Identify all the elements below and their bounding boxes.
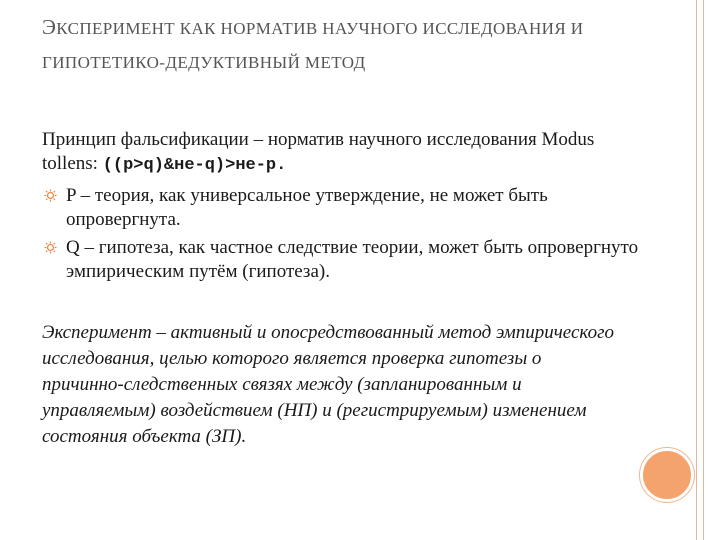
intro-paragraph [42,128,642,178]
slide-frame-line [696,0,704,540]
title-rest: КСПЕРИМЕНТ КАК НОРМАТИВ НАУЧНОГО ИССЛЕДОВАНИЯ И ГИПОТЕТИКО-ДЕДУКТИВНЫЙ МЕТОД [42,19,584,72]
bullet-item-hypothesis [42,236,642,284]
title-first-letter: Э [42,15,57,39]
sun-bullet-icon [44,241,57,254]
sun-bullet-icon [44,189,57,202]
bullet-item-theory [42,184,642,232]
bullet-text: Q – гипотеза, как частное следствие теории, может быть опровергнуто эмпирическим путём (гипотеза). [66,237,639,282]
bullet-list [42,184,642,288]
intro-text: Принцип фальсификации – норматив научного исследования Modus tollens: [42,129,595,174]
slide-title [42,10,672,80]
experiment-definition: Эксперимент – активный и опосредствованный метод эмпирического исследования, целью которого является проверка гипотезы о причинно-следственных связях между (запланированным и управляемым) воздействием (НП) и (регистрируемым) изменением состояния объекта (ЗП). [42,322,614,447]
modus-tollens-formula: ((p>q)&не-q)>не-p. [102,156,287,175]
decorative-circle [640,448,694,502]
bullet-text: P – теория, как универсальное утверждение, не может быть опровергнута. [66,185,548,230]
